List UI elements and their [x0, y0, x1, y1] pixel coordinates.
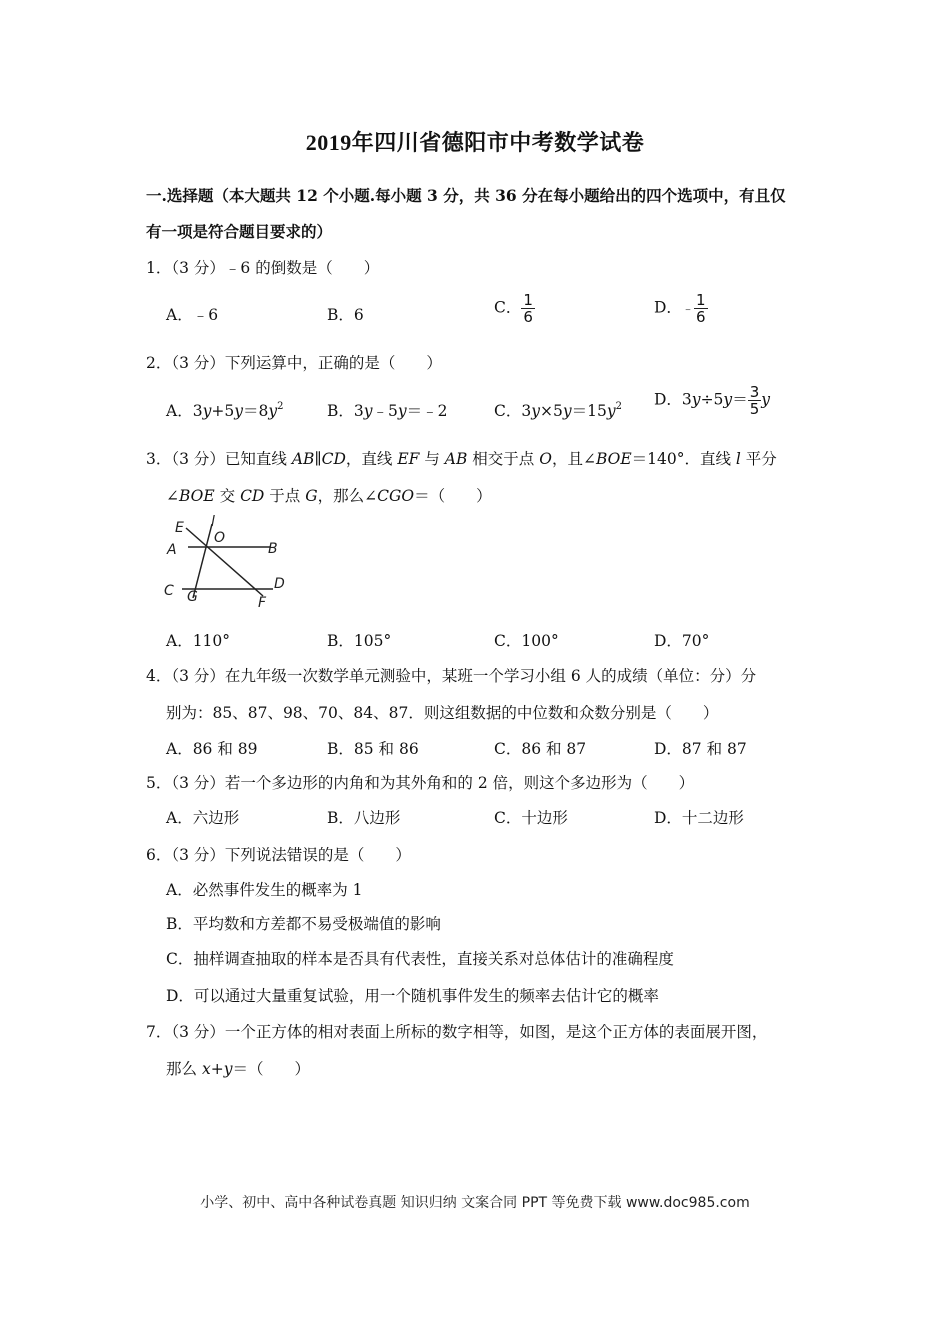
q1-option-b: B．6 [327, 306, 364, 324]
label-d: D [274, 576, 285, 592]
q4-option-c: C．86 和 87 [494, 740, 587, 758]
label-c: C [164, 583, 174, 599]
q1-option-c [494, 292, 535, 325]
label-b: B [268, 541, 278, 557]
q6-option-c: C．抽样调查抽取的样本是否具有代表性，直接关系对总体估计的准确程度 [166, 950, 674, 968]
question-7-stem: 7．（3 分）一个正方体的相对表面上所标的数字相等，如图，是这个正方体的表面展开图， [146, 1023, 768, 1041]
q3-option-a: A．110° [166, 632, 231, 650]
line-l [193, 524, 212, 598]
label-l: l [211, 514, 215, 530]
question-2-stem: 2．（3 分）下列运算中，正确的是（ ） [146, 354, 442, 372]
q6-option-a: A．必然事件发生的概率为 1 [166, 881, 363, 899]
fraction-one-sixth: $\frac{1}{6}$ [523, 291, 533, 326]
label-g: G [187, 589, 198, 605]
question-3-stem: 3．（3 分）已知直线 AB∥CD，直线 EF 与 AB 相交于点 O，且∠BOE＝140°．直线 l 平分 [146, 450, 777, 468]
q4-option-b: B．85 和 86 [327, 740, 419, 758]
q2-option-d: D．3y÷5y＝ $\frac{3}{5}$ y [654, 383, 771, 418]
label-e: E [175, 520, 184, 536]
q4-option-a: A．86 和 89 [166, 740, 258, 758]
q6-option-b: B．平均数和方差都不易受极端值的影响 [166, 915, 441, 933]
question-1-stem: 1．（3 分）﹣6 的倒数是（ ） [146, 259, 380, 277]
q5-option-b: B．八边形 [327, 809, 401, 827]
q5-option-a: A．六边形 [166, 809, 240, 827]
q2-option-a: A．$3y+5y=8y^2$ [166, 401, 284, 420]
q5-option-d: D．十二边形 [654, 809, 744, 827]
section-heading-cont: 有一项是符合题目要求的） [146, 222, 333, 241]
question-3-stem-cont: ∠BOE 交 CD 于点 G，那么∠CGO＝（ ） [166, 487, 492, 505]
q3-option-b: B．105° [327, 632, 392, 650]
minus-sign: ﹣ [681, 301, 694, 316]
question-5-stem: 5．（3 分）若一个多边形的内角和为其外角和的 2 倍，则这个多边形为（ ） [146, 774, 695, 792]
q1-option-c-label: C． [494, 298, 522, 317]
q5-option-c: C．十边形 [494, 809, 568, 827]
page-footer: 小学、初中、高中各种试卷真题 知识归纳 文案合同 PPT 等免费下载 www.doc985.com [200, 1195, 750, 1211]
question-4-stem-cont: 别为：85、87、98、70、84、87．则这组数据的中位数和众数分别是（ ） [166, 704, 719, 722]
page-title: 2019年四川省德阳市中考数学试卷 [305, 130, 645, 155]
q2-option-c: C．$3y\times 5y=15y^2$ [494, 401, 622, 420]
question-7-stem-cont: 那么 x+y＝（ ） [166, 1060, 310, 1078]
q1-option-a: A．﹣6 [166, 306, 219, 324]
question-6-stem: 6．（3 分）下列说法错误的是（ ） [146, 846, 411, 864]
q2-option-b: B．3y﹣5y＝﹣2 [327, 402, 448, 420]
fraction-three-fifths: $\frac{3}{5}$ [749, 383, 760, 418]
q1-option-d-label: D． [654, 298, 682, 317]
q3-option-c: C．100° [494, 632, 559, 650]
q1-option-d [654, 292, 708, 325]
label-f: F [258, 595, 267, 611]
label-a: A [167, 542, 177, 558]
question-4-stem: 4．（3 分）在九年级一次数学单元测验中，某班一个学习小组 6 人的成绩（单位：分）分 [146, 667, 757, 685]
section-heading: 一.选择题（本大题共 12 个小题.每小题 3 分，共 36 分在每小题给出的四个选项中，有且仅 [146, 186, 786, 205]
label-o: O [214, 530, 226, 546]
q3-option-d: D．70° [654, 632, 710, 650]
fraction-neg-one-sixth: $\frac{1}{6}$ [695, 291, 706, 326]
parallel-lines-figure [160, 510, 295, 612]
q4-option-d: D．87 和 87 [654, 740, 747, 758]
q6-option-d: D．可以通过大量重复试验，用一个随机事件发生的频率去估计它的概率 [166, 987, 659, 1005]
